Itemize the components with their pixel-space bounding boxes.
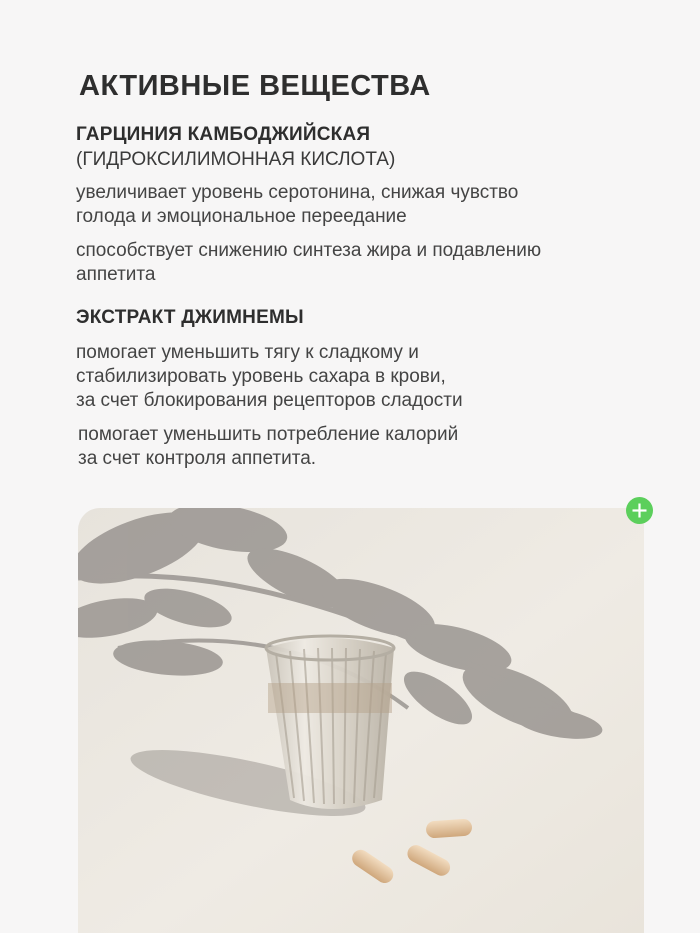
text-line: увеличивает уровень серотонина, снижая чувство — [76, 182, 519, 203]
glass-and-capsules-illustration — [78, 508, 644, 933]
text-line: за счет контроля аппетита. — [78, 448, 317, 469]
product-photo — [78, 508, 644, 933]
text-line: аппетита — [76, 264, 156, 285]
plus-icon — [626, 497, 653, 524]
text-line: стабилизировать уровень сахара в крови, — [76, 366, 446, 387]
page-title: АКТИВНЫЕ ВЕЩЕСТВА — [79, 70, 431, 102]
text-line: помогает уменьшить потребление калорий — [78, 424, 459, 445]
text-line: способствует снижению синтеза жира и подавлению — [76, 240, 542, 261]
ingredient-1-subtitle: (ГИДРОКСИЛИМОННАЯ КИСЛОТА) — [76, 149, 396, 170]
ingredient-2-benefit-1 — [76, 341, 463, 413]
text-line: помогает уменьшить тягу к сладкому и — [76, 342, 419, 363]
expand-plus-button[interactable] — [626, 497, 653, 524]
ingredient-1-name: ГАРЦИНИЯ КАМБОДЖИЙСКАЯ — [76, 124, 371, 145]
ingredient-2-benefit-2 — [78, 423, 458, 471]
text-line: голода и эмоциональное переедание — [76, 206, 407, 227]
ingredient-2-name: ЭКСТРАКТ ДЖИМНЕМЫ — [76, 307, 304, 328]
text-line: за счет блокирования рецепторов сладости — [76, 390, 463, 411]
ingredient-1-benefit-2 — [76, 239, 541, 287]
ingredient-1-benefit-1 — [76, 181, 518, 229]
